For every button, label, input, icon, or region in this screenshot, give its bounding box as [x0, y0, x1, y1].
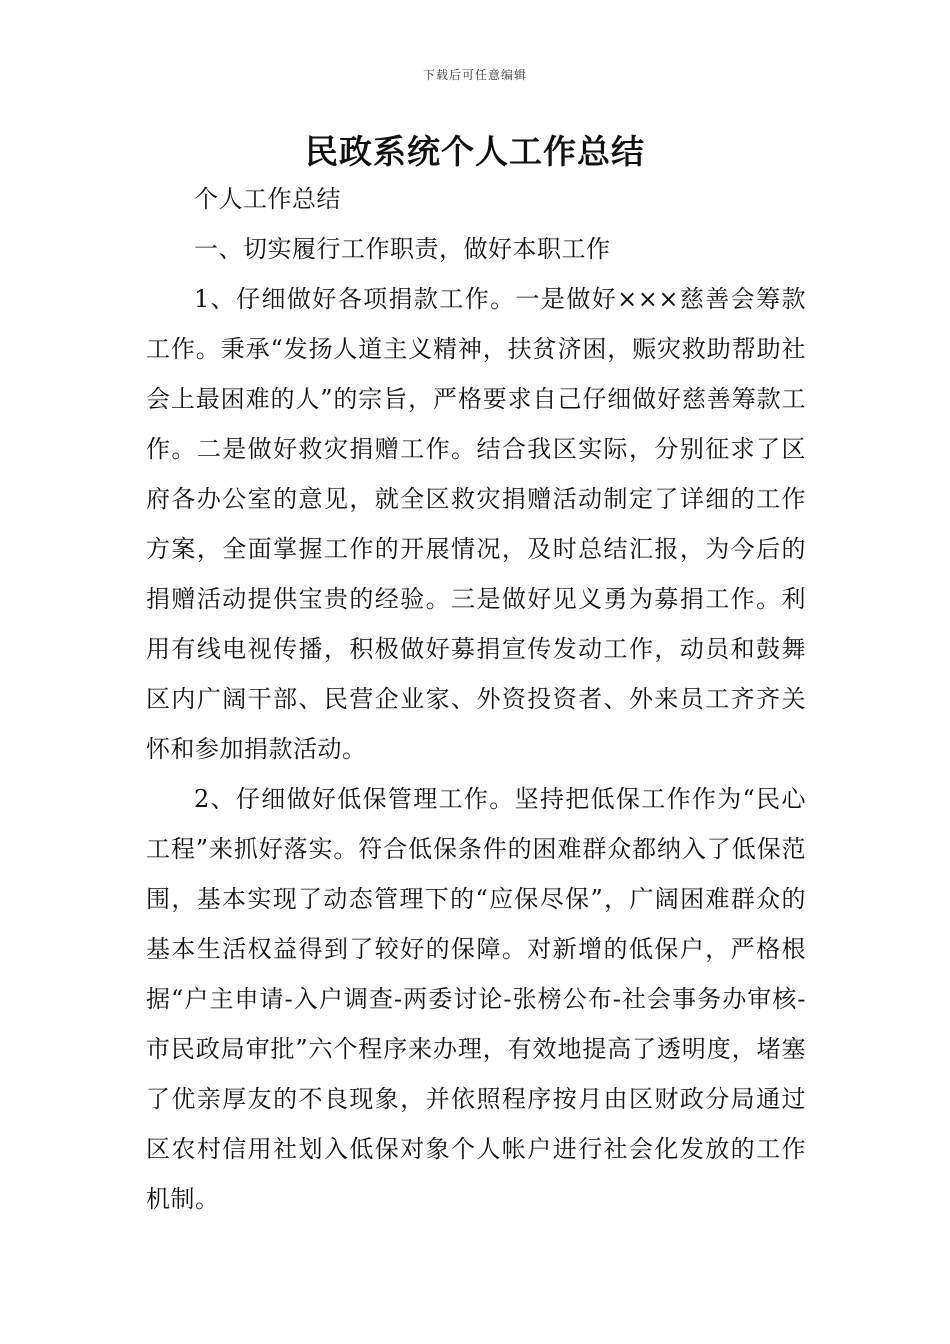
paragraph-section-heading: 一、切实履行工作职责，做好本职工作 — [194, 235, 611, 263]
paragraph-donation-work: 1、仔细做好各项捐款工作。一是做好×××慈善会筹款工作。秉承“发扬人道主义精神，扶贫济困，赈灾救助帮助社会上最困难的人”的宗旨，严格要求自己仔细做好慈善筹款工作。二是做好救灾捐赠工作。结合我区实际，分别征求了区府各办公室的意见，就全区救灾捐赠活动制定了详细的工作方案，全面掌握工作的开展情况，及时总结汇报，为今后的捐赠活动提供宝贵的经验。三是做好见义勇为募捐工作。利用有线电视传播，积极做好募捐宣传发动工作，动员和鼓舞区内广阔干部、民营企业家、外资投资者、外来员工齐齐关怀和参加捐款活动。 — [146, 285, 806, 763]
paragraph-subtitle: 个人工作总结 — [194, 185, 341, 213]
header-note: 下载后可任意编辑 — [422, 68, 527, 82]
paragraph-low-income-work: 2、仔细做好低保管理工作。坚持把低保工作作为“民心工程”来抓好落实。符合低保条件的困难群众都纳入了低保范围，基本实现了动态管理下的“应保尽保”，广阔困难群众的基本生活权益得到了较好的保障。对新增的低保户，严格根据“户主申请-入户调查-两委讨论-张榜公布-社会事务办审核-市民政局审批”六个程序来办理，有效地提高了透明度，堵塞了优亲厚友的不良现象，并依照程序按月由区财政分局通过区农村信用社划入低保对象个人帐户进行社会化发放的工作机制。 — [146, 785, 806, 1213]
document-body — [146, 174, 806, 1224]
document-title: 民政系统个人工作总结 — [305, 132, 645, 171]
